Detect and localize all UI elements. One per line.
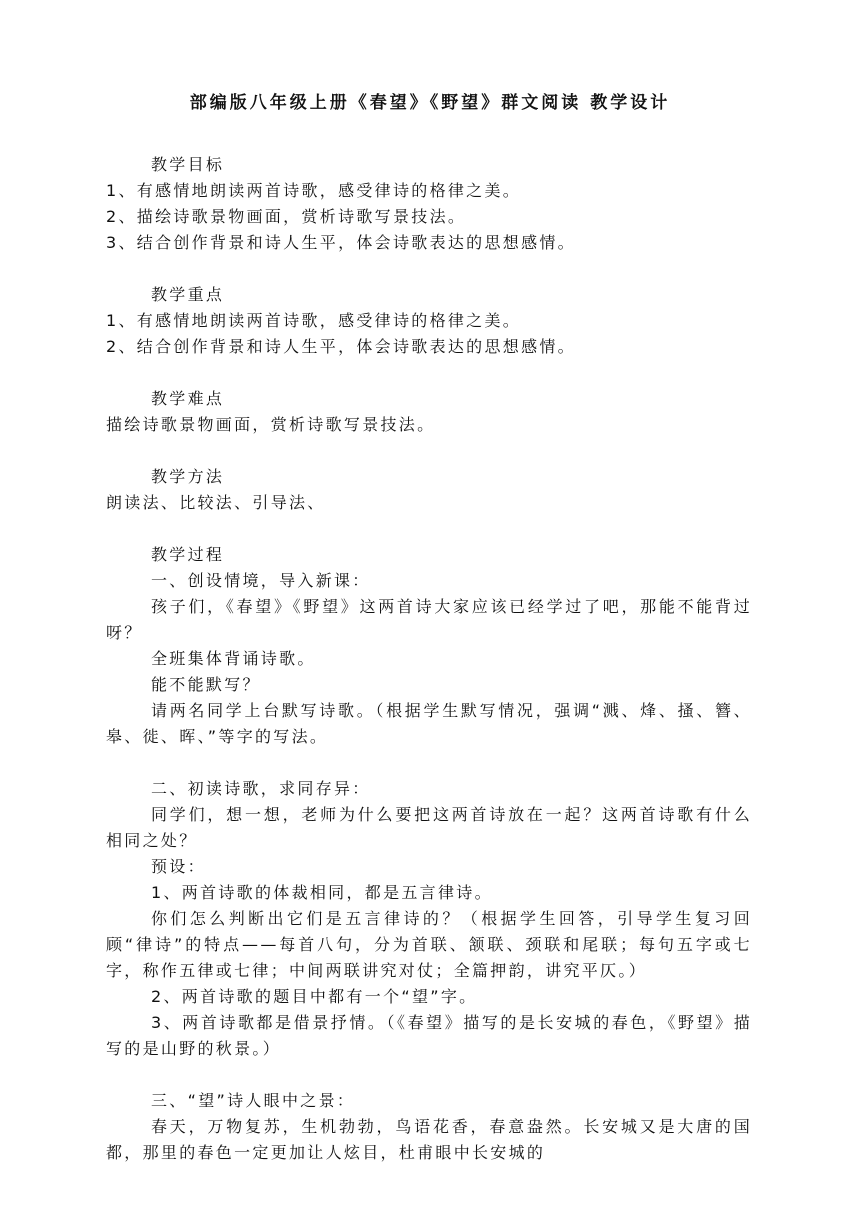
spacer bbox=[106, 750, 752, 776]
paragraph: 3、两首诗歌都是借景抒情。（《春望》描写的是长安城的春色，《野望》描写的是山野的秋景。） bbox=[106, 1013, 752, 1058]
paragraph: 1、两首诗歌的体裁相同，都是五言律诗。 bbox=[151, 883, 493, 902]
key-points-heading: 教学重点 bbox=[151, 285, 225, 304]
paragraph: 春天，万物复苏，生机勃勃，鸟语花香，春意盎然。长安城又是大唐的国都，那里的春色一定更加让人炫目，杜甫眼中长安城的 bbox=[106, 1117, 752, 1162]
spacer bbox=[106, 1062, 752, 1088]
paragraph: 同学们，想一想，老师为什么要把这两首诗放在一起？这两首诗歌有什么相同之处？ bbox=[106, 805, 752, 850]
difficulties-heading: 教学难点 bbox=[151, 389, 225, 408]
objective-item: 3、结合创作背景和诗人生平，体会诗歌表达的思想感情。 bbox=[106, 233, 576, 252]
document-body bbox=[106, 152, 752, 1166]
paragraph: 全班集体背诵诗歌。 bbox=[151, 649, 316, 668]
section-heading: 三、“望”诗人眼中之景： bbox=[151, 1091, 356, 1110]
objective-item: 2、描绘诗歌景物画面，赏析诗歌写景技法。 bbox=[106, 207, 467, 226]
key-point-item: 2、结合创作背景和诗人生平，体会诗歌表达的思想感情。 bbox=[106, 337, 576, 356]
spacer bbox=[106, 516, 752, 542]
paragraph: 孩子们，《春望》《野望》这两首诗大家应该已经学过了吧，那能不能背过呀？ bbox=[106, 597, 752, 642]
difficulties-text: 描绘诗歌景物画面，赏析诗歌写景技法。 bbox=[106, 415, 436, 434]
paragraph: 请两名同学上台默写诗歌。（根据学生默写情况，强调“溅、烽、搔、簪、皋、徙、晖、”等字的写法。 bbox=[106, 701, 752, 746]
paragraph: 能不能默写？ bbox=[151, 675, 261, 694]
paragraph: 预设： bbox=[151, 857, 206, 876]
section-heading: 一、创设情境，导入新课： bbox=[151, 571, 371, 590]
spacer bbox=[106, 256, 752, 282]
document-title: 部编版八年级上册《春望》《野望》群文阅读 教学设计 bbox=[189, 93, 671, 113]
spacer bbox=[106, 360, 752, 386]
key-point-item: 1、有感情地朗读两首诗歌，感受律诗的格律之美。 bbox=[106, 311, 522, 330]
objectives-heading: 教学目标 bbox=[151, 155, 225, 174]
spacer bbox=[106, 438, 752, 464]
process-heading: 教学过程 bbox=[151, 545, 225, 564]
paragraph: 2、两首诗歌的题目中都有一个“望”字。 bbox=[151, 987, 478, 1006]
methods-text: 朗读法、比较法、引导法、 bbox=[106, 493, 326, 512]
section-heading: 二、初读诗歌，求同存异： bbox=[151, 779, 371, 798]
methods-heading: 教学方法 bbox=[151, 467, 225, 486]
objective-item: 1、有感情地朗读两首诗歌，感受律诗的格律之美。 bbox=[106, 181, 522, 200]
paragraph: 你们怎么判断出它们是五言律诗的？（根据学生回答，引导学生复习回顾“律诗”的特点——每首八句，分为首联、颔联、颈联和尾联；每句五字或七字，称作五律或七律；中间两联讲究对仗；全篇押韵，讲究平仄。） bbox=[106, 909, 752, 980]
